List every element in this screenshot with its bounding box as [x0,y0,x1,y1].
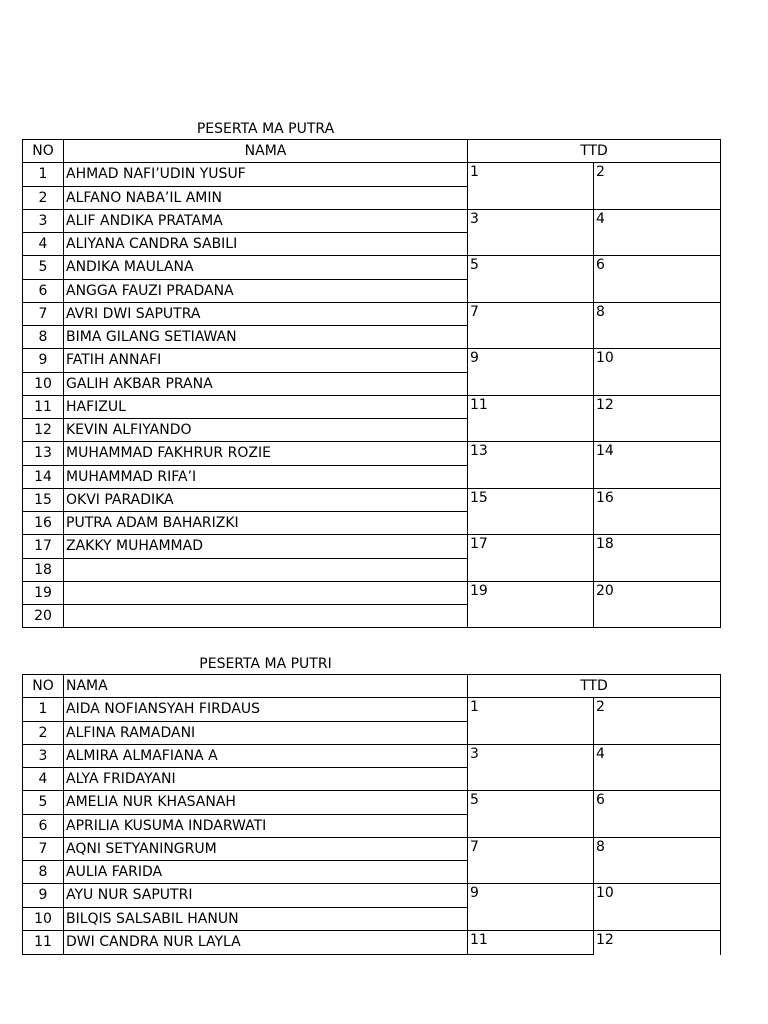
row-number: 10 [23,907,64,930]
table-row [23,535,721,558]
table-row [23,395,721,418]
row-number: 5 [23,791,64,814]
table-row [23,256,721,279]
row-number: 4 [23,233,64,256]
row-number: 7 [23,302,64,325]
ttd-header: TTD [468,675,721,698]
signature-cell-left[interactable]: 3 [468,744,594,791]
row-number: 12 [23,419,64,442]
participant-name: APRILIA KUSUMA INDARWATI [64,814,468,837]
row-number: 9 [23,884,64,907]
signature-cell-left[interactable]: 7 [468,837,594,884]
row-number: 2 [23,186,64,209]
table-row [23,163,721,186]
participant-name [64,605,468,628]
signature-cell-left[interactable]: 5 [468,791,594,838]
row-number: 10 [23,372,64,395]
putra-title: PESERTA MA PUTRA [196,121,335,137]
row-number: 14 [23,465,64,488]
signature-cell-right[interactable]: 10 [594,349,721,396]
row-number: 19 [23,581,64,604]
row-number: 6 [23,814,64,837]
signature-cell-left[interactable]: 7 [468,302,594,349]
participant-name: GALIH AKBAR PRANA [64,372,468,395]
participant-name: ALFANO NABA’IL AMIN [64,186,468,209]
participant-name: ALFINA RAMADANI [64,721,468,744]
participant-name [64,558,468,581]
participant-name: AYU NUR SAPUTRI [64,884,468,907]
participant-name: PUTRA ADAM BAHARIZKI [64,512,468,535]
signature-cell-left[interactable]: 17 [468,535,594,582]
row-number: 11 [23,395,64,418]
row-number: 5 [23,256,64,279]
header-row [23,140,721,163]
table-row [23,581,721,604]
signature-cell-left[interactable]: 13 [468,442,594,489]
signature-cell-left[interactable]: 5 [468,256,594,303]
participant-name: FATIH ANNAFI [64,349,468,372]
table-row [23,488,721,511]
table-row [23,791,721,814]
signature-cell-right[interactable]: 8 [594,302,721,349]
participant-name: AIDA NOFIANSYAH FIRDAUS [64,698,468,721]
participant-name: ALIF ANDIKA PRATAMA [64,209,468,232]
row-number: 1 [23,698,64,721]
nama-header: NAMA [64,675,468,698]
table-row [23,930,721,954]
putri-title: PESERTA MA PUTRI [199,656,332,672]
table-row [23,698,721,721]
participant-name: ALYA FRIDAYANI [64,768,468,791]
no-header: NO [23,675,64,698]
signature-cell-right[interactable]: 2 [594,163,721,210]
signature-cell-left[interactable]: 15 [468,488,594,535]
row-number: 17 [23,535,64,558]
row-number: 18 [23,558,64,581]
participant-name: MUHAMMAD FAKHRUR ROZIE [64,442,468,465]
signature-cell-left[interactable]: 9 [468,349,594,396]
signature-cell-left[interactable]: 1 [468,163,594,210]
participant-name [64,581,468,604]
participant-name: MUHAMMAD RIFA’I [64,465,468,488]
participant-name: KEVIN ALFIYANDO [64,419,468,442]
signature-cell-right[interactable]: 14 [594,442,721,489]
row-number: 11 [23,930,64,954]
row-number: 6 [23,279,64,302]
participant-name: DWI CANDRA NUR LAYLA [64,930,468,954]
table-row [23,837,721,860]
header-row [23,675,721,698]
row-number: 3 [23,209,64,232]
row-number: 7 [23,837,64,860]
participant-name: AQNI SETYANINGRUM [64,837,468,860]
nama-header: NAMA [64,140,468,163]
signature-cell-left[interactable]: 11 [468,395,594,442]
table-row [23,442,721,465]
row-number: 15 [23,488,64,511]
signature-cell-right[interactable]: 6 [594,791,721,838]
signature-cell-right[interactable]: 18 [594,535,721,582]
participant-name: ANGGA FAUZI PRADANA [64,279,468,302]
table-row [23,349,721,372]
signature-cell-right[interactable]: 12 [594,395,721,442]
signature-cell-left[interactable]: 3 [468,209,594,256]
table-row [23,209,721,232]
signature-cell-right[interactable]: 16 [594,488,721,535]
row-number: 4 [23,768,64,791]
row-number: 2 [23,721,64,744]
row-number: 1 [23,163,64,186]
signature-cell-left[interactable]: 1 [468,698,594,745]
signature-cell-right[interactable]: 4 [594,209,721,256]
putri-table [22,674,721,955]
signature-cell-right[interactable]: 6 [594,256,721,303]
participant-name: ZAKKY MUHAMMAD [64,535,468,558]
participant-name: AULIA FARIDA [64,861,468,884]
row-number: 9 [23,349,64,372]
participant-name: OKVI PARADIKA [64,488,468,511]
signature-cell-right[interactable]: 12 [594,930,721,954]
signature-cell-left[interactable]: 9 [468,884,594,931]
signature-cell-right[interactable]: 10 [594,884,721,931]
table-row [23,744,721,767]
row-number: 20 [23,605,64,628]
row-number: 8 [23,326,64,349]
signature-cell-left[interactable]: 11 [468,930,594,954]
ttd-header: TTD [468,140,721,163]
participant-name: ALIYANA CANDRA SABILI [64,233,468,256]
row-number: 13 [23,442,64,465]
participant-name: BIMA GILANG SETIAWAN [64,326,468,349]
table-row [23,302,721,325]
putra-table [22,139,721,628]
participant-name: ALMIRA ALMAFIANA A [64,744,468,767]
participant-name: AVRI DWI SAPUTRA [64,302,468,325]
no-header: NO [23,140,64,163]
participant-name: BILQIS SALSABIL HANUN [64,907,468,930]
row-number: 3 [23,744,64,767]
row-number: 16 [23,512,64,535]
participant-name: HAFIZUL [64,395,468,418]
table-row [23,884,721,907]
signature-cell-right[interactable]: 2 [594,698,721,745]
participant-name: AMELIA NUR KHASANAH [64,791,468,814]
signature-cell-left[interactable]: 19 [468,581,594,628]
participant-name: AHMAD NAFI’UDIN YUSUF [64,163,468,186]
signature-cell-right[interactable]: 8 [594,837,721,884]
row-number: 8 [23,861,64,884]
signature-cell-right[interactable]: 20 [594,581,721,628]
signature-cell-right[interactable]: 4 [594,744,721,791]
participant-name: ANDIKA MAULANA [64,256,468,279]
